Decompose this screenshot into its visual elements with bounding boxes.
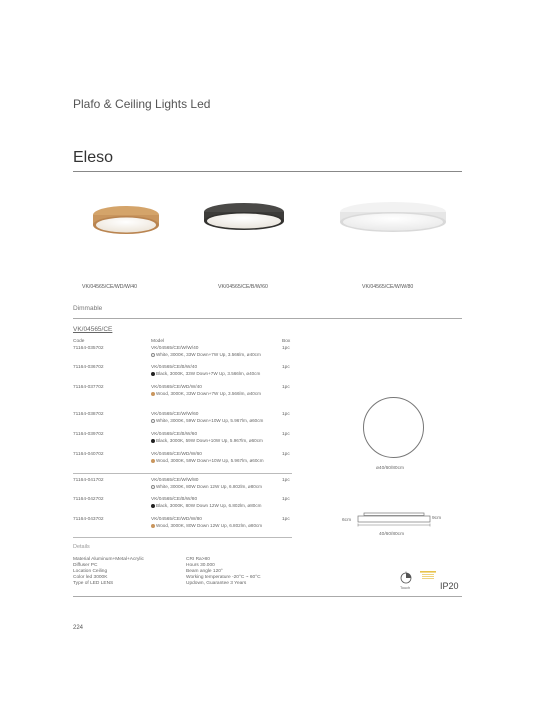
row-description-text: Wood, 3000K, 80W Down 12W Up, 6.802lm, ø80cm [156,523,263,528]
row-description-text: Black, 3000K, 80W Down 12W Up, 6.802lm, ø80cm [156,503,262,508]
row-code: 71164-036702 [73,365,104,370]
row-description-text: Black, 3000K, 33W Down+7W Up, 3.566lm, ø40cm [156,371,261,376]
row-code: 71164-043702 [73,517,104,522]
ceiling-lamp-icon [90,196,162,238]
ceiling-lamp-icon [201,194,287,238]
lamp-wood-40 [90,196,162,238]
side-profile-drawing [356,511,432,531]
row-description-text: White, 3000K, 59W Down+10W Up, 5.967lm, ø60cm [156,418,264,423]
dimmable-label: Dimmable [73,305,103,312]
finish-dot-icon [151,439,155,443]
row-box: 1pc [282,497,290,502]
row-box: 1pc [282,365,290,370]
light-beam-icon [419,571,437,581]
row-description [151,371,260,376]
row-model: VK/04565/CE/B/W/40 [151,364,198,370]
row-description [151,418,263,423]
finish-dot-icon [151,524,155,528]
finish-dot-icon [151,353,155,357]
spec-line: Beam angle 120° [186,569,223,574]
row-code: 71164-041702 [73,478,104,483]
row-model: VK/04565/CE/W/W/80 [151,477,199,483]
row-box: 1pc [282,452,290,457]
product-title: Eleso [73,149,114,166]
family-code: VK/04565/CE [73,326,113,333]
spec-line: Diffuser PC [73,563,98,568]
table-row [73,385,292,409]
spec-line: CRI Ra>80 [186,557,210,562]
row-description-text: White, 3000K, 80W Down 12W Up, 6.802lm, ø80cm [156,484,262,489]
row-description-text: White, 3000K, 33W Down+7W Up, 3.566lm, ø40cm [156,352,261,357]
row-box: 1pc [282,432,290,437]
code-header: Code [73,339,85,344]
spec-line: Type of LED LENS [73,581,114,586]
row-code: 71164-038702 [73,412,104,417]
row-description [151,523,262,528]
row-code: 71164-040702 [73,452,104,457]
height-right-label: 9cm [432,516,442,521]
finish-dot-icon [151,485,155,489]
finish-dot-icon [151,419,155,423]
section-title: Plafo & Ceiling Lights Led [73,97,211,111]
row-description [151,352,261,357]
row-code: 71164-035702 [73,346,104,351]
bottom-divider [73,596,462,597]
row-description [151,458,264,463]
finish-dot-icon [151,392,155,396]
row-code: 71164-042702 [73,497,104,502]
page-number: 224 [73,625,84,631]
spec-line: Location Ceiling [73,569,108,574]
spec-line: Updown, Guarantee 3 Years [186,581,247,586]
row-description [151,391,261,396]
model-header: Model [151,339,165,344]
row-box: 1pc [282,517,290,522]
lamp-black-60 [201,194,287,238]
circle-drawing [363,397,424,458]
title-divider [73,171,462,172]
row-description [151,484,262,489]
row-model: VK/04565/CE/WD/W/80 [151,516,202,522]
dimmable-divider [73,318,462,319]
table-divider [73,537,292,538]
width-label: 40/60/80cm [379,532,405,537]
row-box: 1pc [282,412,290,417]
table-divider [73,473,292,474]
row-description [151,438,263,443]
row-box: 1pc [282,385,290,390]
finish-dot-icon [151,459,155,463]
spec-line: Working temperature -20°C ~ 60°C [186,575,261,580]
row-description-text: Wood, 3000K, 59W Down+10W Up, 5.967lm, ø60cm [156,458,264,463]
finish-dot-icon [151,504,155,508]
row-description [151,503,261,508]
row-description-text: Black, 3000K, 59W Down+10W Up, 5.967lm, ø60cm [156,438,263,443]
row-code: 71164-039702 [73,432,104,437]
row-model: VK/04565/CE/W/W/60 [151,411,199,417]
row-code: 71164-037702 [73,385,104,390]
height-left-label: 6cm [342,518,352,523]
lamp-code: VK/04565/CE/W/W/80 [362,284,414,290]
row-model: VK/04565/CE/WD/W/60 [151,451,202,457]
row-model: VK/04565/CE/W/W/40 [151,345,199,351]
details-label: Details [73,544,90,550]
finish-dot-icon [151,372,155,376]
row-description-text: Wood, 3000K, 33W Down+7W Up, 3.566lm, ø40cm [156,391,261,396]
dimmer-icon [399,571,413,585]
box-header: Box [282,339,291,344]
lamp-code: VK/04565/CE/WD/W/40 [82,284,138,290]
dimmer-caption: Touch [400,586,411,590]
lamp-code: VK/04565/CE/B/W/60 [218,284,268,290]
row-model: VK/04565/CE/B/W/60 [151,431,198,437]
row-model: VK/04565/CE/WD/W/40 [151,384,202,390]
ip-rating: IP20 [440,581,459,591]
spec-line: Material Aluminum+Metal+Acrylic [73,557,144,562]
diameter-label: ø40/60/80cm [376,466,404,471]
row-model: VK/04565/CE/B/W/80 [151,496,198,502]
row-box: 1pc [282,478,290,483]
row-box: 1pc [282,346,290,351]
spec-line: Hours 30.000 [186,563,215,568]
ceiling-lamp-icon [336,194,450,242]
spec-line: Color led 3000K [73,575,108,580]
lamp-white-80 [336,194,450,242]
